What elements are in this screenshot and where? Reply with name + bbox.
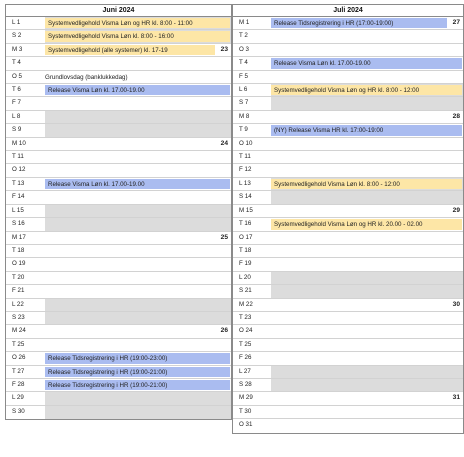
- day-row: [6, 366, 231, 379]
- day-row: [233, 138, 463, 151]
- day-label: S 2: [12, 32, 22, 40]
- day-label: M 10: [12, 139, 26, 147]
- day-label: S 30: [12, 407, 25, 415]
- day-row: [233, 30, 463, 43]
- day-label: L 22: [12, 300, 24, 308]
- event-bar: Systemvedligehold (alle systemer) kl. 17-19: [45, 45, 215, 55]
- day-label: S 16: [12, 220, 25, 228]
- week-number: 29: [452, 206, 460, 214]
- day-label: M 29: [239, 394, 253, 402]
- day-row: [233, 406, 463, 419]
- day-row: [233, 232, 463, 245]
- day-row: [233, 57, 463, 70]
- day-row: [6, 245, 231, 258]
- day-label: L 29: [12, 394, 24, 402]
- week-number: 23: [220, 45, 228, 53]
- event-bar: Release Visma Løn kl. 17.00-19.00: [271, 58, 462, 68]
- weekend-shading: [45, 392, 231, 404]
- day-label: L 20: [239, 273, 251, 281]
- day-row: [233, 285, 463, 298]
- day-label: T 13: [12, 179, 25, 187]
- week-number: 31: [452, 394, 460, 402]
- day-row: [233, 178, 463, 191]
- event-bar: Release Tidsregistrering i HR (19:00-23:00): [45, 353, 230, 363]
- month-title: Juni 2024: [6, 5, 231, 17]
- day-label: M 17: [12, 233, 26, 241]
- day-row: [6, 164, 231, 177]
- weekend-shading: [45, 299, 231, 311]
- day-label: T 23: [239, 313, 252, 321]
- weekend-shading: [271, 366, 463, 378]
- day-row: [6, 124, 231, 137]
- weekend-shading: [45, 111, 231, 123]
- day-label: O 26: [12, 354, 26, 362]
- day-label: T 25: [239, 340, 252, 348]
- day-row: [6, 151, 231, 164]
- day-row: [6, 392, 231, 405]
- day-label: T 30: [239, 407, 252, 415]
- day-label: S 28: [239, 380, 252, 388]
- day-row: [233, 339, 463, 352]
- day-row: [233, 84, 463, 97]
- day-row: [6, 379, 231, 392]
- day-row: [6, 205, 231, 218]
- day-label: T 2: [239, 32, 248, 40]
- day-row: [233, 325, 463, 338]
- day-label: O 10: [239, 139, 253, 147]
- day-label: T 20: [12, 273, 25, 281]
- day-label: S 9: [12, 126, 22, 134]
- day-row: [233, 379, 463, 392]
- day-label: M 3: [12, 45, 23, 53]
- day-row: [6, 352, 231, 365]
- day-row: [6, 30, 231, 43]
- day-label: L 6: [239, 86, 248, 94]
- day-row: [233, 312, 463, 325]
- day-label: F 12: [239, 166, 252, 174]
- day-row: [233, 299, 463, 312]
- day-row: [233, 17, 463, 30]
- event-bar: Release Visma Løn kl. 17.00-19.00: [45, 179, 230, 189]
- day-row: [233, 245, 463, 258]
- day-label: O 12: [12, 166, 26, 174]
- event-bar: Release Tidsregistrering i HR (19:00-21:00): [45, 367, 230, 377]
- day-list: [233, 17, 463, 433]
- day-label: O 5: [12, 72, 22, 80]
- day-row: [6, 406, 231, 419]
- day-label: L 27: [239, 367, 251, 375]
- day-label: T 27: [12, 367, 25, 375]
- event-bar: Grundlovsdag (banklukkedag): [45, 73, 128, 81]
- day-row: [233, 111, 463, 124]
- day-row: [6, 272, 231, 285]
- day-label: F 14: [12, 193, 25, 201]
- day-row: [6, 71, 231, 84]
- day-row: [6, 312, 231, 325]
- day-label: F 28: [12, 380, 25, 388]
- day-label: O 24: [239, 327, 253, 335]
- day-label: F 26: [239, 354, 252, 362]
- weekend-shading: [271, 379, 463, 391]
- day-row: [6, 325, 231, 338]
- day-row: [6, 258, 231, 271]
- day-label: F 7: [12, 99, 21, 107]
- day-row: [6, 44, 231, 57]
- day-label: L 8: [12, 112, 21, 120]
- day-label: T 9: [239, 126, 248, 134]
- day-label: M 22: [239, 300, 253, 308]
- day-label: O 3: [239, 45, 249, 53]
- day-label: T 16: [239, 220, 252, 228]
- weekend-shading: [271, 272, 463, 284]
- day-label: L 1: [12, 19, 21, 26]
- week-number: 26: [220, 327, 228, 335]
- day-row: [233, 258, 463, 271]
- event-bar: (NY) Release Visma HR kl. 17:00-19:00: [271, 125, 462, 135]
- month-juni: [5, 4, 232, 420]
- day-label: F 19: [239, 260, 252, 268]
- day-row: [233, 218, 463, 231]
- week-number: 24: [220, 139, 228, 147]
- day-label: M 1: [239, 19, 250, 26]
- day-row: [6, 57, 231, 70]
- day-row: [233, 97, 463, 110]
- day-row: [6, 191, 231, 204]
- weekend-shading: [271, 191, 463, 203]
- day-list: [6, 17, 231, 419]
- month-juli: [232, 4, 464, 434]
- day-row: [233, 272, 463, 285]
- day-row: [6, 17, 231, 30]
- day-row: [6, 285, 231, 298]
- event-bar: Systemvedligehold Visma Løn og HR kl. 8:00 - 11:00: [45, 18, 230, 28]
- day-label: M 24: [12, 327, 26, 335]
- day-row: [233, 44, 463, 57]
- day-row: [6, 178, 231, 191]
- day-row: [6, 111, 231, 124]
- day-label: T 18: [239, 246, 252, 254]
- day-label: S 7: [239, 99, 249, 107]
- weekend-shading: [271, 285, 463, 297]
- day-row: [6, 218, 231, 231]
- week-number: 25: [220, 233, 228, 241]
- day-label: M 15: [239, 206, 253, 214]
- event-bar: Release Tidsregistrering i HR (17:00-19:00): [271, 18, 447, 28]
- day-label: T 11: [12, 153, 24, 161]
- day-row: [233, 71, 463, 84]
- day-row: [233, 124, 463, 137]
- event-bar: Systemvedligehold Visma Løn og HR kl. 20.00 - 02.00: [271, 219, 462, 229]
- week-number: 27: [452, 19, 460, 26]
- day-label: T 4: [239, 59, 248, 67]
- day-label: O 17: [239, 233, 253, 241]
- weekend-shading: [45, 406, 231, 419]
- day-label: L 13: [239, 179, 251, 187]
- day-label: T 6: [12, 86, 21, 94]
- day-label: T 25: [12, 340, 25, 348]
- day-label: S 21: [239, 287, 252, 295]
- weekend-shading: [45, 124, 231, 136]
- day-label: O 19: [12, 260, 26, 268]
- day-label: L 15: [12, 206, 24, 214]
- day-label: O 31: [239, 421, 253, 429]
- day-row: [233, 205, 463, 218]
- day-label: T 11: [239, 153, 251, 161]
- day-row: [233, 164, 463, 177]
- weekend-shading: [45, 312, 231, 324]
- event-bar: Systemvedligehold Visma Løn og HR kl. 8:00 - 12:00: [271, 85, 462, 95]
- day-row: [233, 352, 463, 365]
- week-number: 30: [452, 300, 460, 308]
- day-label: T 4: [12, 59, 21, 67]
- day-row: [233, 366, 463, 379]
- day-row: [233, 419, 463, 432]
- week-number: 28: [452, 112, 460, 120]
- day-row: [6, 299, 231, 312]
- day-row: [233, 392, 463, 405]
- day-row: [233, 191, 463, 204]
- event-bar: Release Visma Løn kl. 17.00-19.00: [45, 85, 230, 95]
- day-row: [6, 138, 231, 151]
- day-row: [6, 97, 231, 110]
- day-row: [6, 339, 231, 352]
- event-bar: Release Tidsregistrering i HR (19:00-21:00): [45, 380, 230, 390]
- day-label: T 18: [12, 246, 25, 254]
- event-bar: Systemvedligehold Visma Løn kl. 8:00 - 16:00: [45, 31, 230, 41]
- day-label: S 23: [12, 313, 25, 321]
- day-row: [233, 151, 463, 164]
- day-label: S 14: [239, 193, 252, 201]
- day-row: [6, 84, 231, 97]
- day-row: [6, 232, 231, 245]
- day-label: F 5: [239, 72, 248, 80]
- weekend-shading: [271, 97, 463, 109]
- weekend-shading: [45, 218, 231, 230]
- day-label: F 21: [12, 287, 25, 295]
- weekend-shading: [45, 205, 231, 217]
- event-bar: Systemvedligehold Visma Løn kl. 8:00 - 12:00: [271, 179, 462, 189]
- month-title: Juli 2024: [233, 5, 463, 17]
- day-label: M 8: [239, 112, 250, 120]
